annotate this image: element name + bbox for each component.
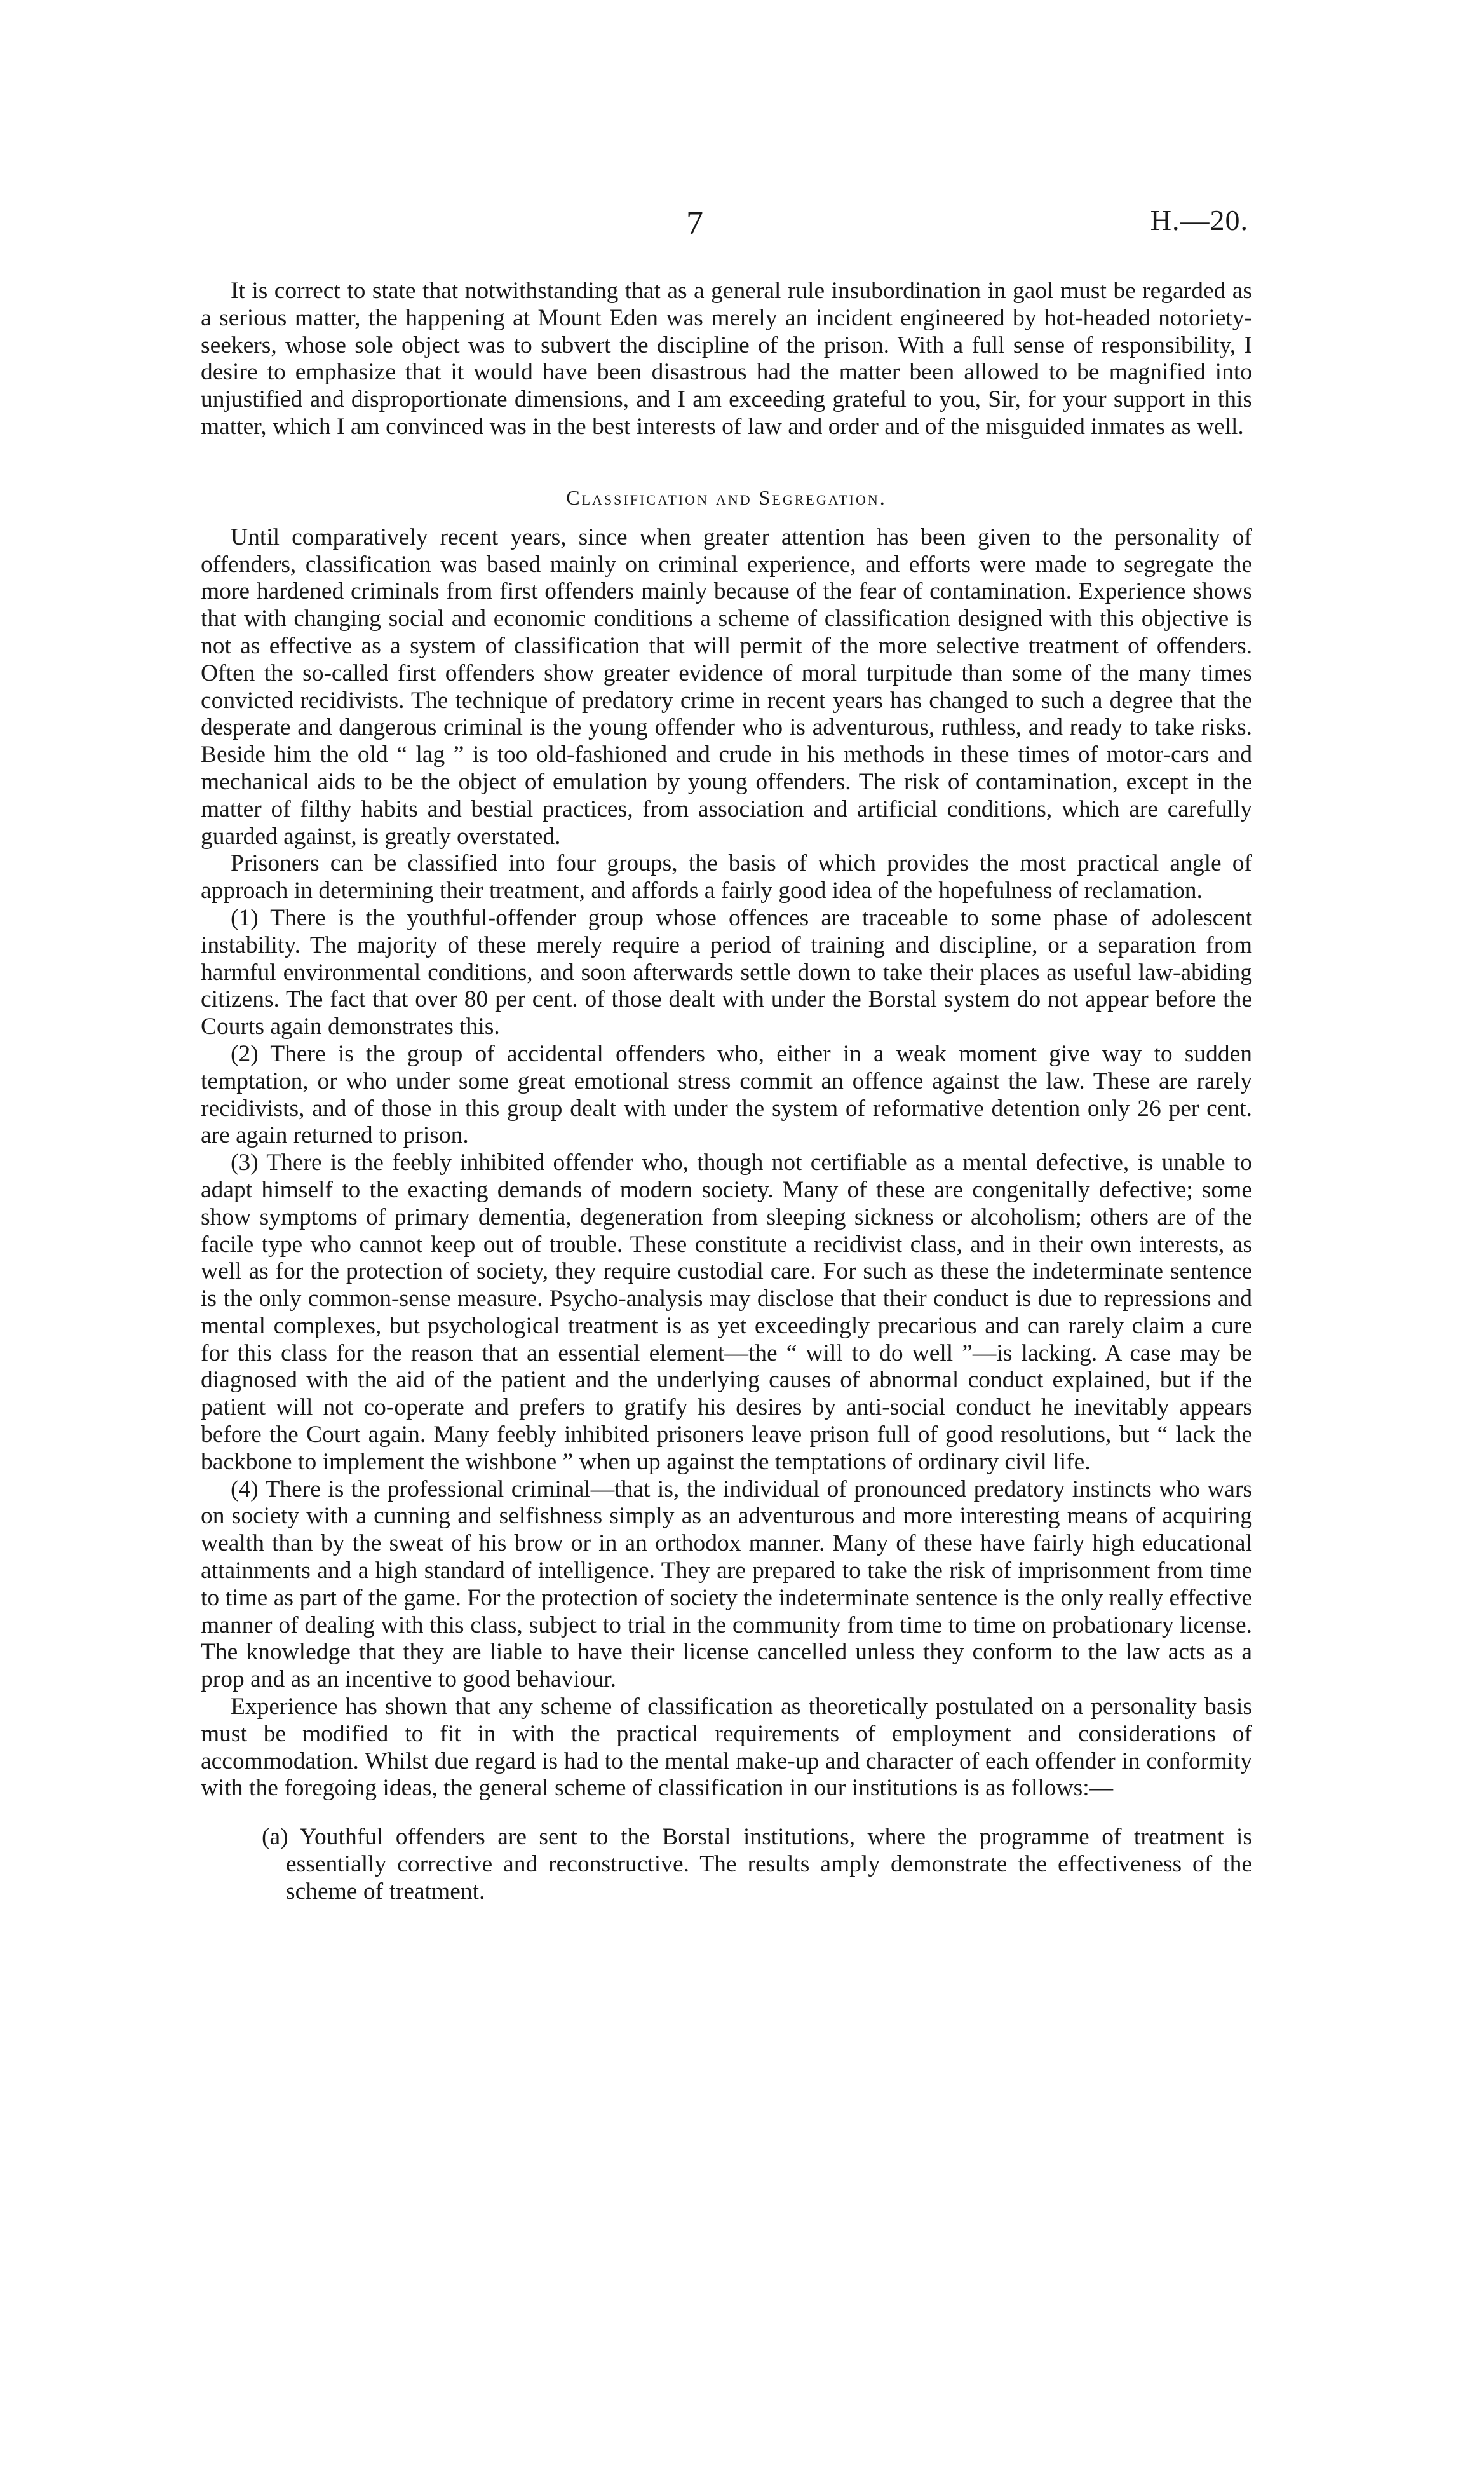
scheme-paragraph: Experience has shown that any scheme of classification as theoretically postulated on a personality basis must be modified to fit in with the practical requirements of employment and considerations of accommodation. Whilst due regard is had to the mental make-up and character of each offender in conformity with the foregoing ideas, the general scheme of classification in our institutions is as follows:— <box>201 1694 1252 1802</box>
classification-paragraph: Until comparatively recent years, since when greater attention has been given to the personality of offenders, classification was based mainly on criminal experience, and efforts were made to segregate the more hardened criminals from first offenders mainly because of the fear of contamination. Experience shows that with changing social and economic conditions a scheme of classification designed with this objective is not as effective as a system of classification that will permit of the more selective treatment of offenders. Often the so-called first offenders show greater evidence of moral turpitude than some of the many times convicted recidivists. The technique of predatory crime in recent years has changed to such a degree that the desperate and dangerous criminal is the young offender who is adventurous, ruthless, and ready to take risks. Beside him the old “ lag ” is too old-fashioned and crude in his methods in these times of motor-cars and mechanical aids to be the object of emulation by young offenders. The risk of contamination, except in the matter of filthy habits and bestial practices, from association and artificial conditions, which are carefully guarded against, is greatly overstated. <box>201 524 1252 850</box>
page-header <box>0 203 1484 254</box>
group-3-paragraph: (3) There is the feebly inhibited offender who, though not certifiable as a mental defective, is unable to adapt himself to the exacting demands of modern society. Many of these are congenitally defective; some show symptoms of primary dementia, degeneration from sleeping sickness or alcoholism; others are of the facile type who cannot keep out of trouble. These constitute a recidivist class, and in their own interests, as well as for the protection of society, they require custodial care. For such as these the indeterminate sentence is the only common-sense measure. Psycho-analysis may disclose that their conduct is due to repressions and mental complexes, but psychological treatment is as yet exceedingly precarious and can rarely claim a cure for this class for the reason that an essential element—the “ will to do well ”—is lacking. A case may be diagnosed with the aid of the patient and the underlying causes of abnormal conduct explained, but if the patient will not co-operate and prefers to gratify his desires by anti-social conduct he inevitably appears before the Court again. Many feebly inhibited prisoners leave prison full of good resolutions, but “ lack the backbone to implement the wishbone ” when up against the temptations of ordinary civil life. <box>201 1150 1252 1475</box>
group-1-paragraph: (1) There is the youthful-offender group whose offences are traceable to some phase of adolescent instability. The majority of these merely require a period of training and discipline, or a separation from harmful environmental conditions, and soon afterwards settle down to take their places as useful law-abiding citizens. The fact that over 80 per cent. of those dealt with under the Borstal system do not appear before the Courts again demonstrates this. <box>201 904 1252 1040</box>
intro-paragraph: It is correct to state that notwithstanding that as a general rule insubordination in gaol must be regarded as a serious matter, the happening at Mount Eden was merely an incident engineered by hot-headed notoriety-seekers, whose sole object was to subvert the discipline of the prison. With a full sense of responsibility, I desire to emphasize that it would have been disastrous had the matter been allowed to be magnified into unjustified and disproportionate dimensions, and I am exceeding grateful to you, Sir, for your support in this matter, which I am convinced was in the best interests of law and order and of the misguided inmates as well. <box>201 278 1252 440</box>
document-reference: H.—20. <box>1150 204 1248 236</box>
clause-a: (a) Youthful offenders are sent to the Borstal institutions, where the programme of treatment is essentially corrective and reconstructive. The results amply demonstrate the effectiveness of the scheme of treatment. <box>262 1824 1252 1905</box>
section-heading: Classification and Segregation. <box>566 486 887 509</box>
page-number: 7 <box>686 204 704 242</box>
group-2-paragraph: (2) There is the group of accidental offenders who, either in a weak moment give way to sudden temptation, or who under some great emotional stress commit an offence against the law. These are rarely recidivists, and of those in this group dealt with under the system of reformative detention only 26 per cent. are again returned to prison. <box>201 1040 1252 1149</box>
groups-paragraph: Prisoners can be classified into four groups, the basis of which provides the most practical angle of approach in determining their treatment, and affords a fairly good idea of the hopefulness of reclamation. <box>201 850 1252 904</box>
report-body <box>201 278 1252 1906</box>
group-4-paragraph: (4) There is the professional criminal—that is, the individual of pronounced predatory instincts who wars on society with a cunning and selfishness simply as an adventurous and more interesting means of acquiring wealth than by the sweat of his brow or in an orthodox manner. Many of these have fairly high educational attainments and a high standard of intelligence. They are prepared to take the risk of imprisonment from time to time as part of the game. For the protection of society the indeterminate sentence is the only really effective manner of dealing with this class, subject to trial in the community from time to time on probationary license. The knowledge that they are liable to have their license cancelled unless they conform to the law acts as a prop and as an incentive to good behaviour. <box>201 1476 1252 1693</box>
